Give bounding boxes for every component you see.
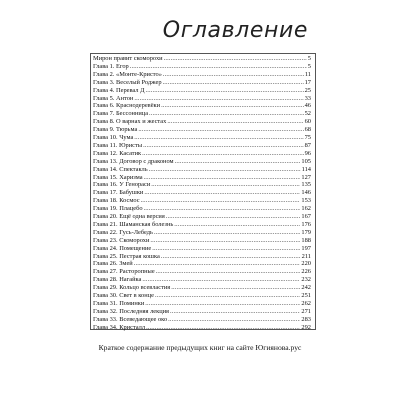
toc-entry-title: Глава 8. О варнах и жестах [93, 118, 167, 126]
toc-entry-page: 283 [301, 315, 311, 323]
toc-entry-page: 105 [301, 157, 311, 165]
toc-leader-dots [168, 316, 300, 324]
toc-entry [91, 245, 315, 253]
toc-entry-title: Мирон правит скоморохи [93, 55, 163, 62]
toc-leader-dots [144, 174, 301, 182]
toc-entry-page: 5 [307, 62, 311, 70]
toc-entry-title: Глава 34. Кристалл [93, 323, 146, 331]
toc-entry-page: 60 [304, 118, 311, 126]
toc-entry-title: Глава 32. Последняя лекция [93, 307, 169, 315]
toc-entry [91, 189, 315, 197]
toc-entry-title: Глава 16. У Генораси [93, 181, 151, 189]
page-title: Оглавление [162, 18, 308, 43]
toc-leader-dots [167, 118, 303, 126]
toc-entry [91, 197, 315, 205]
toc-entry-title: Глава 22. Гусь-Лебедь [93, 228, 153, 236]
toc-entry-page: 25 [304, 86, 311, 94]
toc-leader-dots [175, 158, 301, 166]
toc-entry-title: Глава 5. Антон [93, 94, 134, 102]
toc-entry-page: 5 [307, 55, 311, 62]
toc-entry-page: 242 [301, 284, 311, 292]
toc-entry-page: 179 [301, 228, 311, 236]
toc-entry-title: Глава 28. Нагайка [93, 276, 142, 284]
toc-entry-page: 135 [301, 181, 311, 189]
toc-entry-page: 271 [301, 307, 311, 315]
toc-entry-title: Глава 6. Краснодеревёки [93, 102, 161, 110]
toc-entry [91, 166, 315, 174]
toc-entry-page: 188 [301, 236, 311, 244]
toc-entry-page: 33 [304, 94, 311, 102]
toc-leader-dots [161, 102, 304, 110]
toc-entry [91, 268, 315, 276]
toc-entry [91, 324, 315, 332]
toc-entry [91, 87, 315, 95]
toc-leader-dots [149, 110, 304, 118]
toc-leader-dots [154, 229, 300, 237]
toc-entry [91, 292, 315, 300]
toc-entry-title: Глава 24. Помещение [93, 244, 152, 252]
toc-entry [91, 316, 315, 324]
toc-leader-dots [164, 55, 307, 63]
toc-leader-dots [171, 284, 300, 292]
toc-leader-dots [166, 213, 301, 221]
toc-entry-title: Глава 12. Касатик [93, 149, 142, 157]
toc-leader-dots [145, 87, 303, 95]
toc-entry [91, 134, 315, 142]
toc-entry [91, 229, 315, 237]
toc-leader-dots [144, 189, 300, 197]
toc-entry-page: 211 [301, 252, 311, 260]
toc-entry-title: Глава 4. Перевал Д [93, 86, 145, 94]
toc-entry-title: Глава 19. Плацебо [93, 205, 143, 213]
toc-entry-title: Глава 29. Кольцо всевластия [93, 284, 171, 292]
toc-entry [91, 110, 315, 118]
toc-entry-title: Глава 17. Бабушки [93, 189, 144, 197]
toc-entry [91, 237, 315, 245]
toc-entry [91, 213, 315, 221]
toc-entry-page: 46 [304, 102, 311, 110]
toc-entry-page: 153 [301, 197, 311, 205]
toc-entry-title: Глава 30. Свет в конце [93, 292, 154, 299]
toc-entry-page: 146 [301, 189, 311, 197]
toc-leader-dots [145, 300, 300, 308]
toc-entry-page: 17 [304, 78, 311, 86]
toc-entry [91, 102, 315, 110]
toc-entry-title: Глава 31. Поминки [93, 299, 145, 307]
toc-entry-page: 232 [301, 276, 311, 284]
toc-entry-title: Глава 20. Ещё одна версия [93, 213, 165, 220]
toc-leader-dots [141, 197, 301, 205]
toc-entry-title: Глава 7. Бессонница [93, 110, 149, 118]
toc-entry [91, 150, 315, 158]
toc-leader-dots [163, 79, 304, 87]
toc-leader-dots [134, 134, 303, 142]
toc-entry-title: Глава 18. Космос [93, 197, 140, 205]
toc-entry-page: 87 [304, 141, 311, 149]
toc-entry-page: 167 [301, 213, 311, 220]
toc-entry-title: Глава 14. Спектакль [93, 165, 148, 173]
toc-leader-dots [134, 95, 303, 103]
toc-entry-title: Глава 1. Егор [93, 62, 129, 70]
toc-entry [91, 276, 315, 284]
toc-entry-page: 52 [304, 110, 311, 118]
toc-entry [91, 260, 315, 268]
toc-entry-page: 127 [301, 173, 311, 181]
toc-entry [91, 221, 315, 229]
toc-entry-page: 220 [301, 260, 311, 268]
toc-entry [91, 158, 315, 166]
toc-entry-title: Глава 10. Чума [93, 134, 134, 141]
toc-entry-title: Глава 3. Веселый Роджер [93, 78, 162, 86]
toc-leader-dots [163, 71, 304, 79]
toc-entry [91, 308, 315, 316]
toc-entry-page: 176 [301, 220, 311, 228]
toc-entry-page: 197 [301, 244, 311, 252]
toc-leader-dots [143, 142, 304, 150]
toc-leader-dots [134, 260, 301, 268]
toc-entry [91, 63, 315, 71]
toc-entry [91, 284, 315, 292]
toc-leader-dots [146, 324, 300, 332]
toc-entry-page: 251 [301, 292, 311, 299]
toc-leader-dots [151, 181, 300, 189]
toc-entry-page: 226 [301, 268, 311, 276]
toc-entry-page: 292 [301, 323, 311, 331]
toc-entry-page: 96 [304, 149, 311, 157]
toc-leader-dots [174, 221, 300, 229]
toc-entry-title: Глава 26. Змей [93, 260, 133, 268]
toc-leader-dots [142, 276, 300, 284]
toc-entry-title: Глава 2. «Монте-Кристо» [93, 70, 162, 78]
toc-leader-dots [150, 237, 300, 245]
toc-leader-dots [161, 253, 301, 261]
toc-entry [91, 253, 315, 261]
toc-entry [91, 79, 315, 87]
toc-entry-title: Глава 15. Харизма [93, 173, 143, 181]
table-of-contents [90, 53, 316, 330]
toc-entry [91, 174, 315, 182]
toc-entry [91, 300, 315, 308]
toc-entry-page: 11 [304, 70, 311, 78]
toc-entry-title: Глава 23. Скоморохи [93, 236, 150, 244]
toc-entry [91, 95, 315, 103]
toc-leader-dots [156, 268, 301, 276]
toc-entry-page: 114 [301, 165, 311, 173]
toc-entry [91, 126, 315, 134]
toc-leader-dots [142, 150, 303, 158]
toc-entry-title: Глава 33. Всеведающее око [93, 315, 168, 323]
toc-entry [91, 118, 315, 126]
toc-entry-title: Глава 9. Тюрьма [93, 126, 138, 134]
toc-entry-page: 262 [301, 299, 311, 307]
toc-entry-title: Глава 21. Шаманская болезнь [93, 220, 174, 228]
toc-entry-title: Глава 27. Расторопные [93, 268, 155, 276]
toc-entry [91, 181, 315, 189]
toc-leader-dots [170, 308, 300, 316]
toc-entry-page: 75 [304, 134, 311, 141]
toc-entry-title: Глава 13. Договор с драконом [93, 157, 174, 165]
toc-leader-dots [130, 63, 307, 71]
toc-entry [91, 55, 315, 63]
toc-leader-dots [149, 166, 301, 174]
toc-entry [91, 205, 315, 213]
toc-entry [91, 142, 315, 150]
toc-leader-dots [144, 205, 301, 213]
footer-note: Краткое содержание предыдущих книг на сайте Югиянова.рус [98, 343, 302, 352]
toc-entry-page: 162 [301, 205, 311, 213]
toc-leader-dots [155, 292, 300, 300]
toc-entry-page: 68 [304, 126, 311, 134]
toc-leader-dots [138, 126, 303, 134]
toc-entry-title: Глава 25. Пестрая кошка [93, 252, 160, 260]
toc-leader-dots [152, 245, 300, 253]
toc-entry-title: Глава 11. Юристы [93, 141, 143, 149]
toc-entry [91, 71, 315, 79]
